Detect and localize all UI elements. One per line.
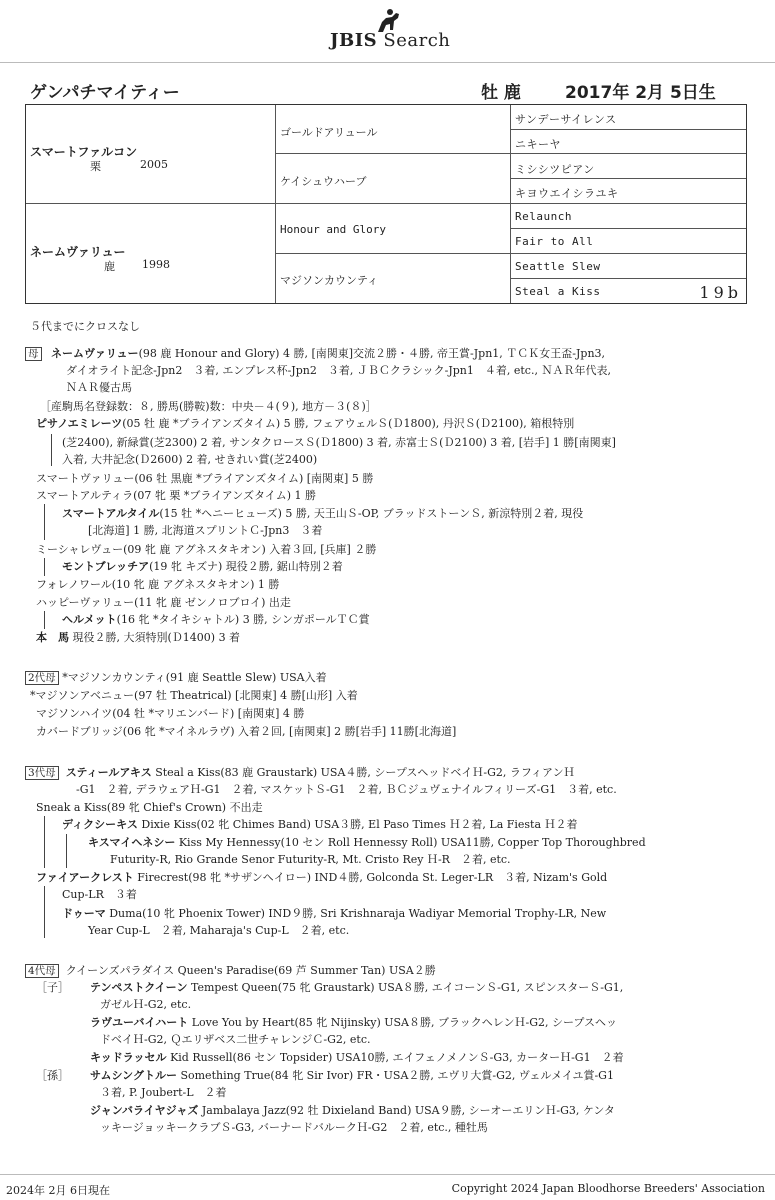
descendant-name[interactable]: ディクシーキス xyxy=(62,818,138,831)
grand-offspring-record-cont: [北海道] 1 勝, 北海道スプリントＣ-Jpn3 ３着 xyxy=(88,524,323,537)
grand-offspring-name[interactable]: スマートアルタイル xyxy=(62,507,160,520)
horse-name: ゲンパチマイティー xyxy=(30,83,180,103)
descendant-record-cont: ガゼルＨ-G2, etc. xyxy=(100,998,192,1011)
pedigree-table xyxy=(25,104,747,304)
this-horse-record: 現役２勝, 大須特別(Ｄ1400) 3 着 xyxy=(72,631,241,644)
dam-color: 鹿 xyxy=(104,260,115,273)
grand-offspring-record: (19 牝 キズナ) 現役２勝, 鋸山特別２着 xyxy=(149,560,343,573)
logo-text-jbis: JBIS xyxy=(330,30,378,51)
dam-record-cont: ＮＡＲ優古馬 xyxy=(66,381,132,394)
dam-record-cont: ダイオライト記念-Jpn2 ３着, エンプレス杯-Jpn2 ３着, ＪＢＣクラシック-Jpn1 ４着, etc., ＮＡＲ年代表, xyxy=(66,364,611,377)
fourth-dam-entry[interactable]: クイーンズパラダイス Queen's Paradise(69 芦 Summer Tan) USA２勝 xyxy=(65,964,436,977)
descendant-record: Firecrest(98 牝 *サザンヘイロー) IND４勝, Golconda St. Leger-LR ３着, Nizam's Gold xyxy=(137,871,608,884)
grandchildren-label: ［孫］ xyxy=(36,1069,69,1082)
descendant-name[interactable]: ジャンバライヤジャズ xyxy=(90,1104,199,1117)
third-dam-name[interactable]: スティールアキス xyxy=(65,766,152,779)
sire-name[interactable]: スマートファルコン xyxy=(30,145,138,159)
pedigree-g2-2[interactable]: ケイシュウハーブ xyxy=(280,175,367,188)
second-dam-offspring: *マジソンアベニュー(97 牡 Theatrical) [北関東] 4 勝[山形] 入着 xyxy=(30,689,358,702)
descendant-name[interactable]: サムシングトルー xyxy=(90,1069,177,1082)
offspring-entry: スマートヴァリュー(06 牡 黒鹿 *ブライアンズタイム) [南関東] 5 勝 xyxy=(36,472,374,485)
offspring-record-cont: 入着, 大井記念(Ｄ2600) 2 着, せきれい賞(芝2400) xyxy=(62,453,318,466)
descendant-record: Dixie Kiss(02 牝 Chimes Band) USA３勝, El Paso Times Ｈ２着, La Fiesta Ｈ２着 xyxy=(141,818,578,831)
grand-offspring-record: (16 牝 *タイキシャトル) 3 勝, シンガポールＴＣ賞 xyxy=(116,613,370,626)
third-dam-tag: 3代母 xyxy=(25,766,59,780)
sire-color: 栗 xyxy=(90,160,101,173)
descendant-name[interactable]: キッドラッセル xyxy=(90,1051,167,1064)
horse-birth-date: 2017年 2月 5日生 xyxy=(565,83,716,103)
pedigree-g3-3[interactable]: ミシシツピアン xyxy=(515,163,595,176)
produce-summary: ［産駒馬名登録数：８, 勝馬(勝鞍)数：中央－４(９), 地方－３(８)］ xyxy=(40,400,377,413)
pedigree-g2-3[interactable]: Honour and Glory xyxy=(280,223,386,236)
descendant-name[interactable]: ファイアークレスト xyxy=(36,871,134,884)
logo-text-search: Search xyxy=(383,30,451,51)
children-label: ［子］ xyxy=(36,981,69,994)
family-number: 19b xyxy=(699,283,742,302)
descendant-name[interactable]: キスマイヘネシー xyxy=(88,836,176,849)
descendant-name[interactable]: テンペストクイーン xyxy=(90,981,188,994)
footer-copyright: Copyright 2024 Japan Bloodhorse Breeders' Association xyxy=(451,1182,765,1195)
grand-offspring-record: (15 牡 *ヘニーヒューズ) 5 勝, 天王山Ｓ-OP, ブラッドストーンＳ, 新涼特別２着, 現役 xyxy=(159,507,584,520)
fourth-dam-tag: 4代母 xyxy=(25,964,59,978)
descendant-record: Tempest Queen(75 牝 Graustark) USA８勝, エイコーンＳ-G1, スピンスターＳ-G1, xyxy=(190,981,624,994)
dam-name[interactable]: ネームヴァリュー xyxy=(30,245,126,259)
second-dam-offspring: カバードブリッジ(06 牝 *マイネルラヴ) 入着２回, [南関東] 2 勝[岩手] 11勝[北海道] xyxy=(36,725,457,738)
descendant-record: Duma(10 牝 Phoenix Tower) IND９勝, Sri Krishnaraja Wadiyar Memorial Trophy-LR, New xyxy=(109,907,607,920)
descendant-record-cont: ３着, P. Joubert-L ２着 xyxy=(100,1086,227,1099)
footer-divider xyxy=(0,1174,775,1175)
offspring-entry: ハッピーヴァリュー(11 牝 鹿 ゼンノロブロイ) 出走 xyxy=(36,596,291,609)
dam-name-link[interactable]: ネームヴァリュー xyxy=(51,347,139,360)
descendant-name[interactable]: ドゥーマ xyxy=(62,907,106,920)
descendant-record: Love You by Heart(85 牝 Nijinsky) USA８勝, ブラックヘレンＨ-G2, シープスヘッ xyxy=(191,1016,617,1029)
dam-year: 1998 xyxy=(142,258,170,271)
dam-tag: 母 xyxy=(25,347,42,361)
cross-note: ５代までにクロスなし xyxy=(30,320,140,333)
pedigree-g3-6[interactable]: Fair to All xyxy=(515,235,594,248)
descendant-name[interactable]: ラヴユーバイハート xyxy=(90,1016,189,1029)
offspring-entry: ミーシャレヴュー(09 牝 鹿 アグネスタキオン) 入着３回, [兵庫] ２勝 xyxy=(36,543,377,556)
descendant-record: Kid Russell(86 セン Topsider) USA10勝, エイフェノメノンＳ-G3, カーターＨ-G1 ２着 xyxy=(170,1051,624,1064)
pedigree-g2-4[interactable]: マジソンカウンティ xyxy=(280,274,379,287)
header-divider xyxy=(0,62,775,63)
descendant-record: Kiss My Hennessy(10 セン Roll Hennessy Roll) USA11勝, Copper Top Thoroughbred xyxy=(178,836,646,849)
dam-record: (98 鹿 Honour and Glory) 4 勝, [南関東]交流２勝・４勝, 帝王賞-Jpn1, ＴＣＫ女王盃-Jpn3, xyxy=(138,347,606,360)
third-dam-offspring: Sneak a Kiss(89 牝 Chief's Crown) 不出走 xyxy=(36,801,263,814)
descendant-record-cont: Cup-LR ３着 xyxy=(62,888,137,901)
descendant-record-cont: Year Cup-L ２着, Maharaja's Cup-L ２着, etc. xyxy=(88,924,350,937)
descendant-record-cont: Futurity-R, Rio Grande Senor Futurity-R, Mt. Cristo Rey Ｈ-R ２着, etc. xyxy=(110,853,511,866)
this-horse-label: 本 馬 xyxy=(36,631,69,644)
descendant-record-cont: ッキージョッキークラブＳ-G3, バーナードバルークＨ-G2 ２着, etc., 種牡馬 xyxy=(100,1121,488,1134)
pedigree-g3-8[interactable]: Steal a Kiss xyxy=(515,285,601,298)
offspring-name[interactable]: ピサノエミレーツ xyxy=(36,417,123,430)
pedigree-g2-1[interactable]: ゴールドアリュール xyxy=(280,126,378,139)
offspring-record-cont: (芝2400), 新緑賞(芝2300) 2 着, サンタクロースＳ(Ｄ1800) 3 着, 赤富士Ｓ(Ｄ2100) 3 着, [岩手] 1 勝[南関東] xyxy=(62,436,616,449)
grand-offspring-name[interactable]: モントブレッチア xyxy=(62,560,150,573)
second-dam-offspring: マジソンハイツ(04 牡 *マリエンバード) [南関東] 4 勝 xyxy=(36,707,305,720)
pedigree-g3-4[interactable]: キヨウエイシラユキ xyxy=(515,187,619,200)
offspring-entry: スマートアルティラ(07 牝 栗 *ブライアンズタイム) 1 勝 xyxy=(36,489,317,502)
pedigree-g3-2[interactable]: ニキーヤ xyxy=(515,138,561,151)
pedigree-g3-1[interactable]: サンデーサイレンス xyxy=(515,113,617,126)
third-dam-record-cont: -G1 ２着, デラウェアＨ-G1 ２着, マスケットＳ-G1 ２着, ＢＣジュヴェナイルフィリーズ-G1 ３着, etc. xyxy=(76,783,617,796)
offspring-entry: フォレノワール(10 牝 鹿 アグネスタキオン) 1 勝 xyxy=(36,578,280,591)
descendant-record-cont: ドベイＨ-G2, Ｑエリザベス二世チャレンジＣ-G2, etc. xyxy=(100,1033,371,1046)
grand-offspring-name[interactable]: ヘルメット xyxy=(62,613,117,626)
descendant-record: Jambalaya Jazz(92 牡 Dixieland Band) USA９勝, シーオーエリンＨ-G3, ケンタ xyxy=(201,1104,615,1117)
pedigree-g3-5[interactable]: Relaunch xyxy=(515,210,572,223)
descendant-record: Something True(84 牝 Sir Ivor) FR・USA２勝, エヴリ大賞-G2, ヴェルメイユ賞-G1 xyxy=(180,1069,614,1082)
second-dam-tag: 2代母 xyxy=(25,671,59,685)
third-dam-record: Steal a Kiss(83 鹿 Graustark) USA４勝, シープスヘッドベイＨ-G2, ラフィアンＨ xyxy=(155,766,575,779)
footer-date: 2024年 2月 6日現在 xyxy=(6,1184,110,1197)
offspring-record: (05 牡 鹿 *ブライアンズタイム) 5 勝, フェアウェルＳ(Ｄ1800), 丹沢Ｓ(Ｄ2100), 箱根特別 xyxy=(122,417,575,430)
jbis-logo[interactable] xyxy=(330,6,470,56)
sire-year: 2005 xyxy=(140,158,168,171)
horse-sex-color: 牡 鹿 xyxy=(481,83,521,103)
second-dam-entry[interactable]: *マジソンカウンティ(91 鹿 Seattle Slew) USA入着 xyxy=(62,671,327,684)
pedigree-g3-7[interactable]: Seattle Slew xyxy=(515,260,601,273)
